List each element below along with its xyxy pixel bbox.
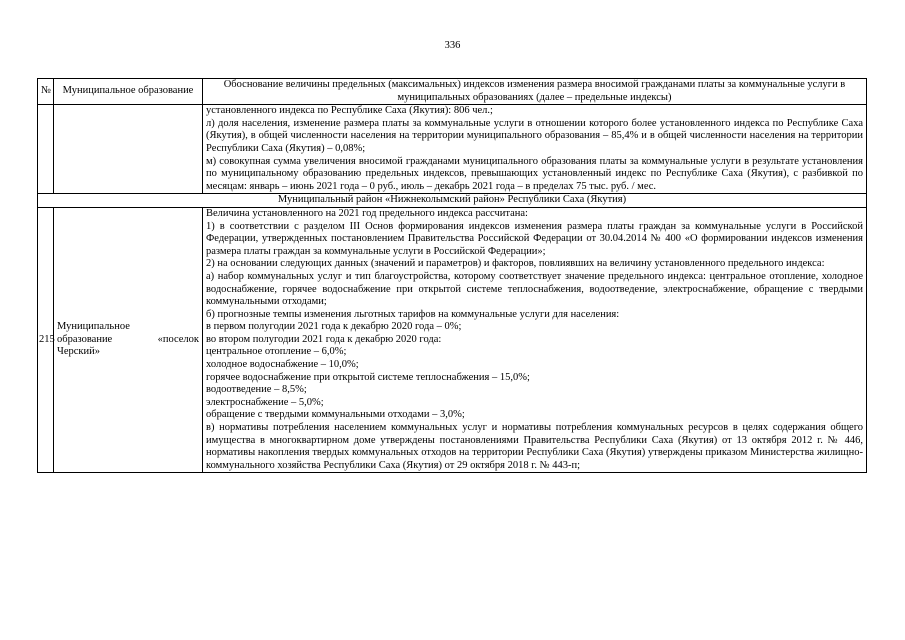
- municipality-name: [57, 321, 199, 359]
- text-line: в) нормативы потребления населением коммунальных услуг и нормативы потребления коммунальных ресурсов в целях содержания общего имущества в многоквартирном доме утверждены постановлениями Правительства Республики Саха (Якутия) от 13 октября 2012 г. № 446, нормативы накопления твердых коммунальных отходов на территории Республики Саха (Якутия) утверждены приказом Министерства жилищно-коммунального хозяйства Республики Саха (Якутия) от 29 октября 2018 г. № 443-п;: [206, 422, 863, 471]
- page-number: 336: [444, 40, 461, 51]
- text-line: установленного индекса по Республике Саха (Якутия): 806 чел.;: [206, 105, 493, 117]
- table-row-215: [38, 207, 867, 472]
- row-number: 215: [38, 207, 54, 472]
- continuation-municipality-cell: [54, 105, 203, 194]
- municipality-line: [57, 334, 199, 347]
- municipality-line: Муниципальное: [57, 321, 130, 333]
- municipality-word: образование: [57, 333, 113, 345]
- text-line: во втором полугодии 2021 года к декабрю 2020 года:: [206, 333, 442, 345]
- continuation-num-cell: [38, 105, 54, 194]
- text-line: водоотведение – 8,5%;: [206, 384, 307, 396]
- text-line: центральное отопление – 6,0%;: [206, 346, 347, 358]
- continuation-text-cell: [203, 105, 867, 194]
- header-justification: Обоснование величины предельных (максимальных) индексов изменения размера вносимой гражданами платы за коммунальные услуги в муниципальных образованиях (далее – предельные индексы): [203, 79, 867, 105]
- table-header-row: [38, 79, 867, 105]
- text-line: обращение с твердыми коммунальными отходами – 3,0%;: [206, 409, 465, 421]
- text-line: м) совокупная сумма увеличения вносимой гражданами муниципального образования платы за коммунальные услуги в результате установления по муниципальному образованию предельных индексов, превышающих установленный индекс по Республике Саха (Якутия), с разбивкой по месяцам: январь – июнь 2021 года – 0 руб., июль – декабрь 2021 года – в пределах 75 тыс. руб. / мес.: [206, 155, 863, 192]
- text-line: холодное водоснабжение – 10,0%;: [206, 359, 359, 371]
- municipality-word: «поселок: [157, 333, 199, 345]
- header-num: №: [38, 79, 54, 105]
- header-municipality: Муниципальное образование: [54, 79, 203, 105]
- text-line: л) доля населения, изменение размера платы за коммунальные услуги в отношении которого более установленного индекса по Республике Саха (Якутия), в общей численности населения на территории муниципального образования – 85,4% и в общей численности населения на территории Республики Саха (Якутия) – 0,08%;: [206, 117, 863, 154]
- text-line: 1) в соответствии с разделом III Основ формирования индексов изменения размера платы граждан за коммунальные услуги в Российской Федерации, утвержденных постановлением Правительства Российской Федерации от 30.04.2014 № 400 «О формировании индексов изменения размера платы граждан за коммунальные услуги в Российской Федерации»;: [206, 220, 863, 257]
- justification-cell: [203, 207, 867, 472]
- continuation-row: [38, 105, 867, 194]
- text-line: электроснабжение – 5,0%;: [206, 396, 324, 408]
- text-line: б) прогнозные темпы изменения льготных тарифов на коммунальные услуги для населения:: [206, 308, 620, 320]
- text-line: Величина установленного на 2021 год предельного индекса рассчитана:: [206, 207, 528, 219]
- municipality-cell: [54, 207, 203, 472]
- text-line: горячее водоснабжение при открытой системе теплоснабжения – 15,0%;: [206, 371, 530, 383]
- text-line: в первом полугодии 2021 года к декабрю 2020 года – 0%;: [206, 321, 462, 333]
- text-line: а) набор коммунальных услуг и тип благоустройства, которому соответствует значение предельного индекса: центральное отопление, холодное водоснабжение, горячее водоснабжение при открытой системе теплоснабжения, водоотведение, электроснабжение, обращение с твердыми коммунальными отходами;: [206, 270, 863, 308]
- section-row: [38, 194, 867, 208]
- section-title: Муниципальный район «Нижнеколымский район» Республики Саха (Якутия): [38, 194, 867, 208]
- municipality-line: Черский»: [57, 346, 100, 358]
- justification-table: [37, 78, 867, 473]
- text-line: 2) на основании следующих данных (значений и параметров) и факторов, повлиявших на величину установленного предельного индекса:: [206, 258, 825, 270]
